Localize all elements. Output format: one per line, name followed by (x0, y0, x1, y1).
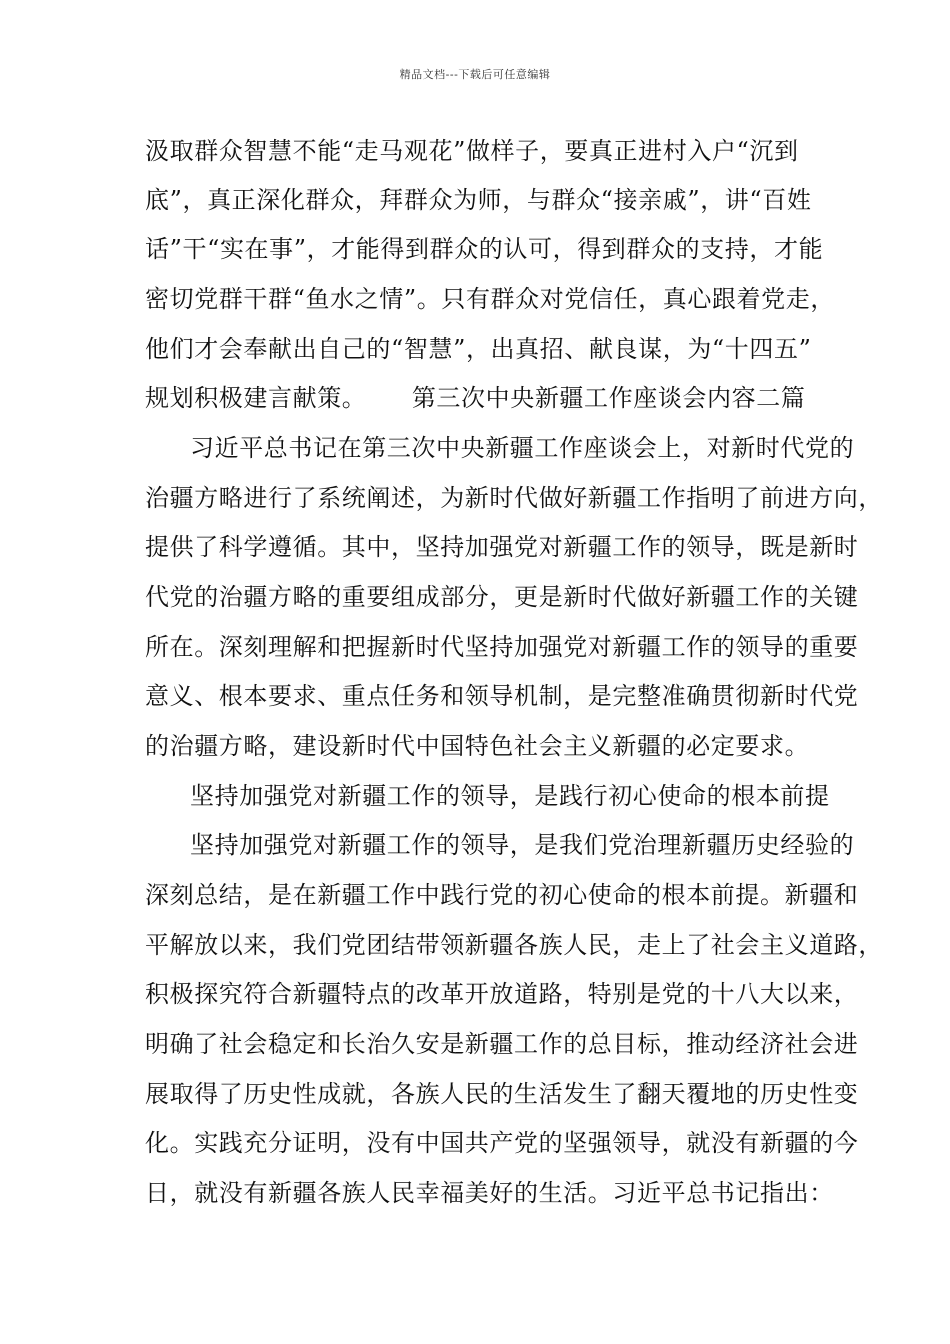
text-line: 规划积极建言献策。 第三次中央新疆工作座谈会内容二篇 (145, 384, 806, 412)
text-line: 他们才会奉献出自己的“智慧”，出真招、献良谋，为“十四五” (145, 335, 812, 363)
text-line: 积极探究符合新疆特点的改革开放道路，特别是党的十八大以来， (145, 980, 859, 1008)
text-line: 提供了科学遵循。其中，坚持加强党对新疆工作的领导，既是新时 (145, 533, 859, 561)
text-line: 日，就没有新疆各族人民幸福美好的生活。习近平总书记指出： (145, 1179, 834, 1207)
text-line: 汲取群众智慧不能“走马观花”做样子，要真正进村入户“沉到 (145, 137, 799, 165)
text-line: 的治疆方略，建设新时代中国特色社会主义新疆的必定要求。 (145, 732, 810, 760)
text-line: 密切党群干群“鱼水之情”。只有群众对党信任，真心跟着党走， (145, 285, 835, 313)
text-line: 平解放以来，我们党团结带领新疆各族人民，走上了社会主义道路， (145, 931, 883, 959)
text-line: 深刻总结，是在新疆工作中践行党的初心使命的根本前提。新疆和 (145, 881, 859, 909)
text-line: 意义、根本要求、重点任务和领导机制，是完整准确贯彻新时代党 (145, 682, 859, 710)
section-heading: 坚持加强党对新疆工作的领导，是践行初心使命的根本前提 (190, 782, 830, 810)
text-line: 代党的治疆方略的重要组成部分，更是新时代做好新疆工作的关键 (145, 583, 859, 611)
text-line: 所在。深刻理解和把握新时代坚持加强党对新疆工作的领导的重要 (145, 633, 859, 661)
text-line: 治疆方略进行了系统阐述，为新时代做好新疆工作指明了前进方向， (145, 484, 883, 512)
text-line: 底”，真正深化群众，拜群众为师，与群众“接亲戚”，讲“百姓 (145, 186, 812, 214)
paragraph-first-line: 习近平总书记在第三次中央新疆工作座谈会上，对新时代党的 (190, 434, 855, 462)
text-line: 化。实践充分证明，没有中国共产党的坚强领导，就没有新疆的今 (145, 1129, 859, 1157)
text-line: 话”干“实在事”，才能得到群众的认可，得到群众的支持，才能 (145, 235, 824, 263)
paragraph-first-line: 坚持加强党对新疆工作的领导，是我们党治理新疆历史经验的 (190, 831, 855, 859)
text-line: 展取得了历史性成就，各族人民的生活发生了翻天覆地的历史性变 (145, 1080, 859, 1108)
text-line: 明确了社会稳定和长治久安是新疆工作的总目标，推动经济社会进 (145, 1030, 859, 1058)
page-header: 精品文档---下载后可任意编辑 (399, 68, 551, 81)
